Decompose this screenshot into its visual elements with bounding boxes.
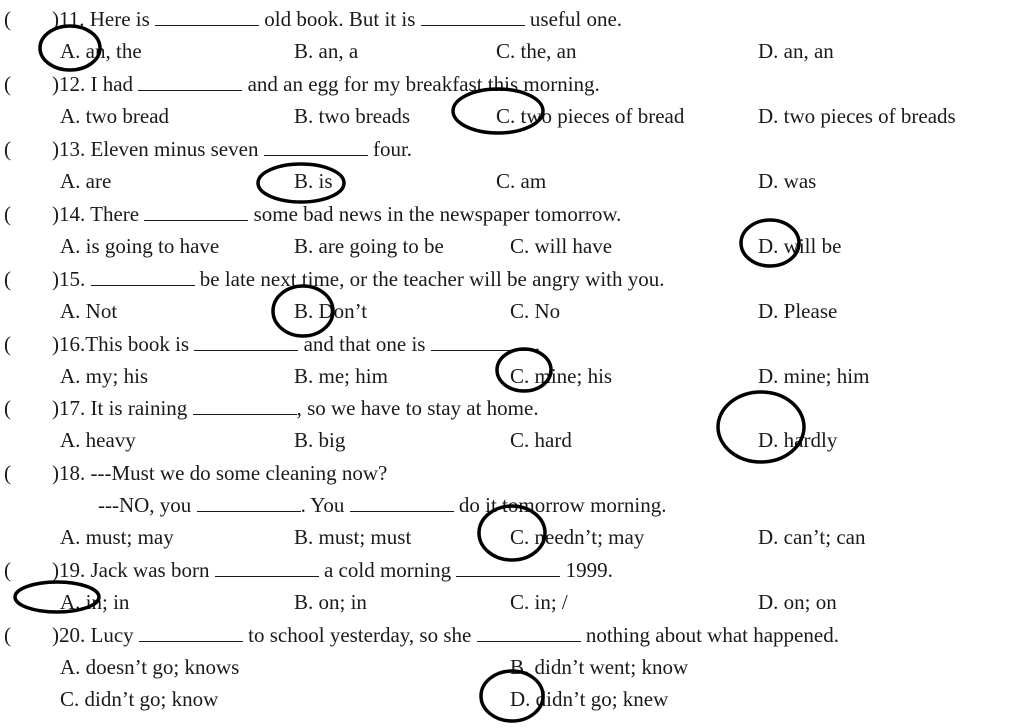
question-text-part: old book. But it is [259,7,421,31]
answer-parenthesis: ( [4,72,11,96]
option-a: A. two bread [60,104,170,128]
option-b: B. on; in [294,590,367,614]
answer-blank [138,70,242,91]
answer-blank [197,491,301,512]
option-c: C. in; / [510,590,568,614]
option-d: D. hardly [758,428,838,452]
question-line [0,68,1024,100]
question-text-part: . [534,332,540,356]
option-c: C. No [510,299,561,323]
question-line [0,263,1024,295]
option-a: A. doesn’t go; knows [60,655,240,679]
option-line [0,424,1024,456]
answer-blank [477,621,581,642]
question-text-part: and that one is [298,332,431,356]
question-text [52,328,540,360]
option-d: D. two pieces of breads [758,104,956,128]
answer-parenthesis: ( [4,267,11,291]
answer-blank [155,5,259,26]
option-a: A. are [60,169,112,193]
question-line [0,133,1024,165]
question-text [52,3,622,35]
option-b: B. two breads [294,104,411,128]
option-c: C. two pieces of bread [496,104,685,128]
question-text [52,457,387,489]
question-line [0,457,1024,489]
answer-parenthesis: ( [4,332,11,356]
question-text-part: 1999. [560,558,613,582]
answer-blank [193,394,297,415]
option-b: B. didn’t went; know [510,655,689,679]
option-line [0,230,1024,262]
question-text-part: )17. It is raining [52,396,193,420]
option-d: D. was [758,169,817,193]
question-text-part: ---NO, you [98,493,197,517]
question-subline [0,489,1024,521]
question-text-part: , so we have to stay at home. [296,396,539,420]
option-b: B. must; must [294,525,412,549]
question-text-part: and an egg for my breakfast this morning. [242,72,600,96]
option-d: D. mine; him [758,364,870,388]
question-line [0,554,1024,586]
question-text-part: )12. I had [52,72,139,96]
question-text-part: . You [300,493,350,517]
option-d: D. an, an [758,39,834,63]
answer-blank [91,265,195,286]
answer-blank [194,330,298,351]
option-b: B. are going to be [294,234,444,258]
answer-blank [215,556,319,577]
question-text-part: some bad news in the newspaper tomorrow. [248,202,622,226]
answer-parenthesis: ( [4,623,11,647]
option-a: A. must; may [60,525,174,549]
question-text-part: )20. Lucy [52,623,139,647]
answer-parenthesis: ( [4,461,11,485]
option-b: B. is [294,169,333,193]
option-c: C. mine; his [510,364,613,388]
question-text [52,263,665,295]
option-c: C. needn’t; may [510,525,645,549]
question-line [0,619,1024,651]
option-c: C. will have [510,234,613,258]
option-c: C. am [496,169,547,193]
option-line [0,586,1024,618]
question-text-part: be late next time, or the teacher will be angry with you. [194,267,665,291]
option-line [0,295,1024,327]
question-text-part: to school yesterday, so she [242,623,477,647]
option-b: B. me; him [294,364,388,388]
option-d: D. on; on [758,590,837,614]
question-text-part: )18. ---Must we do some cleaning now? [52,461,388,485]
question-text [52,392,539,424]
question-line [0,3,1024,35]
option-c: C. hard [510,428,572,452]
question-subtext [98,489,667,521]
answer-parenthesis: ( [4,202,11,226]
option-d: D. didn’t go; knew [510,687,669,711]
question-line [0,328,1024,360]
option-d: D. Please [758,299,838,323]
option-d: D. can’t; can [758,525,866,549]
question-text [52,619,839,651]
option-c: C. the, an [496,39,577,63]
option-b: B. an, a [294,39,359,63]
answer-parenthesis: ( [4,7,11,31]
question-text-part: )19. Jack was born [52,558,215,582]
answer-blank [144,200,248,221]
answer-blank [421,5,525,26]
question-line [0,198,1024,230]
option-a: A. heavy [60,428,136,452]
question-text-part: a cold morning [318,558,457,582]
option-line [0,683,1024,715]
option-a: A. my; his [60,364,149,388]
answer-blank [431,330,535,351]
question-text [52,133,412,165]
option-line [0,360,1024,392]
option-line [0,651,1024,683]
option-line [0,521,1024,553]
question-text-part: do it tomorrow morning. [453,493,667,517]
question-text [52,198,621,230]
option-a: A. in; in [60,590,130,614]
question-text-part: four. [367,137,413,161]
option-b: B. Don’t [294,299,368,323]
question-text-part: )13. Eleven minus seven [52,137,264,161]
question-text-part: useful one. [524,7,623,31]
question-line [0,392,1024,424]
answer-blank [139,621,243,642]
question-text [52,68,600,100]
option-a: A. Not [60,299,118,323]
option-d: D. will be [758,234,842,258]
question-text-part: )11. Here is [52,7,156,31]
answer-blank [456,556,560,577]
option-c: C. didn’t go; know [60,687,219,711]
question-text-part: )15. [52,267,91,291]
option-b: B. big [294,428,346,452]
question-text-part: )16.This book is [52,332,195,356]
question-text [52,554,613,586]
option-line [0,100,1024,132]
answer-blank [350,491,454,512]
option-line [0,35,1024,67]
answer-parenthesis: ( [4,558,11,582]
option-line [0,165,1024,197]
question-text-part: )14. There [52,202,145,226]
option-a: A. an, the [60,39,142,63]
answer-parenthesis: ( [4,137,11,161]
question-text-part: nothing about what happened. [580,623,839,647]
option-a: A. is going to have [60,234,220,258]
answer-parenthesis: ( [4,396,11,420]
answer-blank [264,135,368,156]
